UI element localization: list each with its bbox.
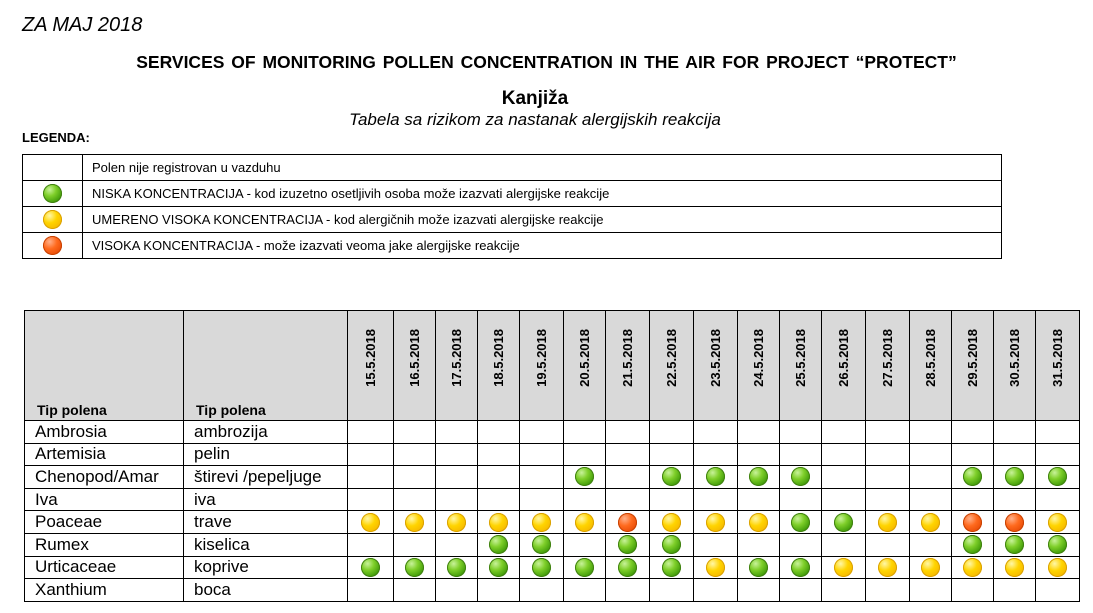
concentration-cell xyxy=(564,533,606,556)
concentration-cell xyxy=(520,556,564,579)
concentration-cell xyxy=(910,466,952,489)
concentration-cell xyxy=(606,466,650,489)
green-dot-icon xyxy=(963,535,982,554)
report-title: SERVICES OF MONITORING POLLEN CONCENTRATION IN THE AIR FOR PROJECT “PROTECT” xyxy=(136,52,957,72)
concentration-cell xyxy=(650,466,694,489)
date-header xyxy=(822,311,866,421)
yellow-dot-icon xyxy=(963,558,982,577)
green-dot-icon xyxy=(532,535,551,554)
pollen-latin-name: Chenopod/Amar xyxy=(25,466,184,489)
concentration-cell xyxy=(348,533,394,556)
concentration-cell xyxy=(866,579,910,602)
concentration-cell xyxy=(394,421,436,444)
concentration-cell xyxy=(822,556,866,579)
yellow-dot-icon xyxy=(447,513,466,532)
date-label: 15.5.2018 xyxy=(363,329,378,387)
concentration-cell xyxy=(1036,533,1080,556)
orange-dot-icon xyxy=(1005,513,1024,532)
legend-text: NISKA KONCENTRACIJA - kod izuzetno osetljivih osoba može izazvati alergijske reakcije xyxy=(83,181,1002,207)
concentration-cell xyxy=(1036,443,1080,466)
concentration-cell xyxy=(822,579,866,602)
date-label: 21.5.2018 xyxy=(620,329,635,387)
legend-text: UMERENO VISOKA KONCENTRACIJA - kod alergičnih može izazvati alergijske reakcije xyxy=(83,207,1002,233)
concentration-cell xyxy=(694,556,738,579)
concentration-cell xyxy=(822,466,866,489)
yellow-dot-icon xyxy=(878,558,897,577)
pollen-local-name: ambrozija xyxy=(184,421,348,444)
concentration-cell xyxy=(478,443,520,466)
green-dot-icon xyxy=(749,558,768,577)
concentration-cell xyxy=(348,421,394,444)
pollen-latin-name: Artemisia xyxy=(25,443,184,466)
pollen-row xyxy=(25,556,1080,579)
concentration-cell xyxy=(348,466,394,489)
yellow-dot-icon xyxy=(662,513,681,532)
concentration-cell xyxy=(606,421,650,444)
yellow-dot-icon xyxy=(834,558,853,577)
concentration-cell xyxy=(694,488,738,511)
date-header xyxy=(348,311,394,421)
concentration-cell xyxy=(436,488,478,511)
green-dot-icon xyxy=(1005,535,1024,554)
concentration-cell xyxy=(866,556,910,579)
date-label: 26.5.2018 xyxy=(836,329,851,387)
date-header xyxy=(952,311,994,421)
concentration-cell xyxy=(994,443,1036,466)
green-dot-icon xyxy=(1048,467,1067,486)
date-label: 25.5.2018 xyxy=(793,329,808,387)
concentration-cell xyxy=(866,443,910,466)
concentration-cell xyxy=(994,421,1036,444)
concentration-cell xyxy=(910,488,952,511)
date-header xyxy=(436,311,478,421)
concentration-cell xyxy=(520,511,564,534)
concentration-cell xyxy=(564,466,606,489)
pollen-local-name: štirevi /pepeljuge xyxy=(184,466,348,489)
column-header-local: Tip polena xyxy=(184,311,348,421)
concentration-cell xyxy=(436,511,478,534)
yellow-dot-icon xyxy=(43,210,62,229)
concentration-cell xyxy=(910,421,952,444)
pollen-latin-name: Rumex xyxy=(25,533,184,556)
pollen-local-name: pelin xyxy=(184,443,348,466)
concentration-cell xyxy=(780,421,822,444)
concentration-cell xyxy=(650,443,694,466)
concentration-cell xyxy=(994,556,1036,579)
concentration-cell xyxy=(394,466,436,489)
concentration-cell xyxy=(994,466,1036,489)
concentration-cell xyxy=(606,488,650,511)
concentration-cell xyxy=(822,443,866,466)
concentration-cell xyxy=(738,488,780,511)
concentration-cell xyxy=(436,579,478,602)
pollen-local-name: trave xyxy=(184,511,348,534)
green-dot-icon xyxy=(489,535,508,554)
concentration-cell xyxy=(952,556,994,579)
green-dot-icon xyxy=(618,558,637,577)
concentration-cell xyxy=(910,533,952,556)
concentration-cell xyxy=(780,443,822,466)
date-label: 28.5.2018 xyxy=(923,329,938,387)
concentration-cell xyxy=(564,421,606,444)
pollen-row xyxy=(25,579,1080,602)
concentration-cell xyxy=(952,579,994,602)
green-dot-icon xyxy=(706,467,725,486)
yellow-dot-icon xyxy=(361,513,380,532)
concentration-cell xyxy=(478,421,520,444)
date-label: 31.5.2018 xyxy=(1050,329,1065,387)
concentration-cell xyxy=(994,488,1036,511)
concentration-cell xyxy=(738,421,780,444)
orange-dot-icon xyxy=(963,513,982,532)
concentration-cell xyxy=(520,443,564,466)
concentration-cell xyxy=(738,556,780,579)
concentration-cell xyxy=(866,466,910,489)
green-dot-icon xyxy=(1005,467,1024,486)
concentration-cell xyxy=(520,579,564,602)
date-label: 18.5.2018 xyxy=(491,329,506,387)
date-label: 24.5.2018 xyxy=(751,329,766,387)
yellow-dot-icon xyxy=(921,558,940,577)
concentration-cell xyxy=(564,511,606,534)
green-dot-icon xyxy=(447,558,466,577)
concentration-cell xyxy=(952,488,994,511)
date-label: 20.5.2018 xyxy=(577,329,592,387)
pollen-row xyxy=(25,421,1080,444)
concentration-cell xyxy=(910,579,952,602)
green-dot-icon xyxy=(662,535,681,554)
date-header xyxy=(738,311,780,421)
green-dot-icon xyxy=(963,467,982,486)
pollen-row xyxy=(25,443,1080,466)
concentration-cell xyxy=(952,511,994,534)
date-header xyxy=(606,311,650,421)
date-label: 22.5.2018 xyxy=(664,329,679,387)
concentration-cell xyxy=(394,579,436,602)
concentration-cell xyxy=(1036,488,1080,511)
concentration-cell xyxy=(478,579,520,602)
concentration-cell xyxy=(564,443,606,466)
concentration-cell xyxy=(1036,556,1080,579)
concentration-cell xyxy=(520,488,564,511)
concentration-cell xyxy=(822,421,866,444)
concentration-cell xyxy=(394,533,436,556)
yellow-dot-icon xyxy=(706,513,725,532)
concentration-cell xyxy=(994,579,1036,602)
concentration-cell xyxy=(822,511,866,534)
concentration-cell xyxy=(348,556,394,579)
orange-dot-icon xyxy=(43,236,62,255)
green-dot-icon xyxy=(791,467,810,486)
concentration-cell xyxy=(866,488,910,511)
concentration-cell xyxy=(994,511,1036,534)
yellow-dot-icon xyxy=(1048,513,1067,532)
legend-row xyxy=(23,155,1002,181)
date-header xyxy=(910,311,952,421)
green-dot-icon xyxy=(405,558,424,577)
concentration-cell xyxy=(650,533,694,556)
legend-heading: LEGENDA: xyxy=(22,130,90,145)
column-header-latin: Tip polena xyxy=(25,311,184,421)
green-dot-icon xyxy=(662,558,681,577)
concentration-cell xyxy=(606,556,650,579)
legend-text: Polen nije registrovan u vazduhu xyxy=(83,155,1002,181)
green-dot-icon xyxy=(43,184,62,203)
legend-table xyxy=(22,154,1002,259)
date-label: 19.5.2018 xyxy=(534,329,549,387)
legend-text: VISOKA KONCENTRACIJA - može izazvati veoma jake alergijske reakcije xyxy=(83,233,1002,259)
report-subtitle: Tabela sa rizikom za nastanak alergijskih reakcija xyxy=(349,110,721,129)
concentration-cell xyxy=(394,511,436,534)
pollen-row xyxy=(25,511,1080,534)
concentration-cell xyxy=(650,421,694,444)
date-label: 23.5.2018 xyxy=(708,329,723,387)
concentration-cell xyxy=(564,579,606,602)
concentration-cell xyxy=(694,443,738,466)
concentration-cell xyxy=(738,511,780,534)
concentration-cell xyxy=(1036,511,1080,534)
concentration-cell xyxy=(780,533,822,556)
concentration-cell xyxy=(606,533,650,556)
concentration-cell xyxy=(694,511,738,534)
concentration-cell xyxy=(822,533,866,556)
yellow-dot-icon xyxy=(532,513,551,532)
concentration-cell xyxy=(478,556,520,579)
legend-row xyxy=(23,233,1002,259)
concentration-cell xyxy=(394,556,436,579)
date-header xyxy=(1036,311,1080,421)
green-dot-icon xyxy=(749,467,768,486)
concentration-cell xyxy=(910,511,952,534)
green-dot-icon xyxy=(361,558,380,577)
concentration-cell xyxy=(694,466,738,489)
date-header xyxy=(650,311,694,421)
pollen-row xyxy=(25,488,1080,511)
pollen-latin-name: Iva xyxy=(25,488,184,511)
yellow-dot-icon xyxy=(489,513,508,532)
pollen-latin-name: Urticaceae xyxy=(25,556,184,579)
yellow-dot-icon xyxy=(1005,558,1024,577)
concentration-cell xyxy=(478,466,520,489)
yellow-dot-icon xyxy=(575,513,594,532)
legend-swatch xyxy=(23,155,83,181)
concentration-cell xyxy=(738,579,780,602)
green-dot-icon xyxy=(662,467,681,486)
green-dot-icon xyxy=(532,558,551,577)
yellow-dot-icon xyxy=(1048,558,1067,577)
concentration-cell xyxy=(694,533,738,556)
concentration-cell xyxy=(394,443,436,466)
green-dot-icon xyxy=(489,558,508,577)
city-name: Kanjiža xyxy=(501,88,569,109)
concentration-cell xyxy=(738,466,780,489)
concentration-cell xyxy=(394,488,436,511)
concentration-cell xyxy=(564,556,606,579)
concentration-cell xyxy=(606,511,650,534)
pollen-latin-name: Xanthium xyxy=(25,579,184,602)
concentration-cell xyxy=(952,533,994,556)
concentration-cell xyxy=(738,533,780,556)
pollen-row xyxy=(25,466,1080,489)
concentration-cell xyxy=(650,488,694,511)
concentration-cell xyxy=(520,421,564,444)
date-header xyxy=(564,311,606,421)
green-dot-icon xyxy=(1048,535,1067,554)
concentration-cell xyxy=(910,443,952,466)
legend-swatch xyxy=(23,207,83,233)
concentration-cell xyxy=(650,556,694,579)
concentration-cell xyxy=(994,533,1036,556)
legend-row xyxy=(23,181,1002,207)
green-dot-icon xyxy=(575,558,594,577)
pollen-local-name: kiselica xyxy=(184,533,348,556)
concentration-cell xyxy=(780,488,822,511)
yellow-dot-icon xyxy=(405,513,424,532)
concentration-cell xyxy=(780,579,822,602)
green-dot-icon xyxy=(791,558,810,577)
concentration-cell xyxy=(606,443,650,466)
concentration-cell xyxy=(780,511,822,534)
concentration-cell xyxy=(866,533,910,556)
date-label: 16.5.2018 xyxy=(407,329,422,387)
concentration-cell xyxy=(348,511,394,534)
green-dot-icon xyxy=(791,513,810,532)
date-header xyxy=(394,311,436,421)
report-month: ZA MAJ 2018 xyxy=(22,14,143,36)
yellow-dot-icon xyxy=(749,513,768,532)
date-label: 29.5.2018 xyxy=(965,329,980,387)
date-header xyxy=(478,311,520,421)
concentration-cell xyxy=(780,556,822,579)
date-header xyxy=(994,311,1036,421)
concentration-cell xyxy=(478,488,520,511)
concentration-cell xyxy=(564,488,606,511)
date-header xyxy=(866,311,910,421)
pollen-local-name: koprive xyxy=(184,556,348,579)
pollen-table xyxy=(24,310,1080,602)
yellow-dot-icon xyxy=(878,513,897,532)
green-dot-icon xyxy=(575,467,594,486)
green-dot-icon xyxy=(618,535,637,554)
concentration-cell xyxy=(436,533,478,556)
date-header xyxy=(520,311,564,421)
concentration-cell xyxy=(436,443,478,466)
concentration-cell xyxy=(520,533,564,556)
date-label: 17.5.2018 xyxy=(449,329,464,387)
concentration-cell xyxy=(694,579,738,602)
concentration-cell xyxy=(1036,579,1080,602)
concentration-cell xyxy=(952,421,994,444)
orange-dot-icon xyxy=(618,513,637,532)
concentration-cell xyxy=(952,466,994,489)
concentration-cell xyxy=(606,579,650,602)
concentration-cell xyxy=(866,511,910,534)
concentration-cell xyxy=(780,466,822,489)
concentration-cell xyxy=(1036,466,1080,489)
date-label: 27.5.2018 xyxy=(880,329,895,387)
legend-swatch xyxy=(23,181,83,207)
concentration-cell xyxy=(650,511,694,534)
concentration-cell xyxy=(738,443,780,466)
concentration-cell xyxy=(348,443,394,466)
pollen-row xyxy=(25,533,1080,556)
concentration-cell xyxy=(436,466,478,489)
pollen-latin-name: Ambrosia xyxy=(25,421,184,444)
green-dot-icon xyxy=(834,513,853,532)
concentration-cell xyxy=(952,443,994,466)
pollen-local-name: iva xyxy=(184,488,348,511)
date-header xyxy=(780,311,822,421)
concentration-cell xyxy=(520,466,564,489)
concentration-cell xyxy=(478,533,520,556)
concentration-cell xyxy=(436,556,478,579)
pollen-latin-name: Poaceae xyxy=(25,511,184,534)
concentration-cell xyxy=(348,579,394,602)
concentration-cell xyxy=(650,579,694,602)
concentration-cell xyxy=(478,511,520,534)
concentration-cell xyxy=(866,421,910,444)
concentration-cell xyxy=(1036,421,1080,444)
yellow-dot-icon xyxy=(706,558,725,577)
yellow-dot-icon xyxy=(921,513,940,532)
date-label: 30.5.2018 xyxy=(1007,329,1022,387)
legend-row xyxy=(23,207,1002,233)
concentration-cell xyxy=(822,488,866,511)
concentration-cell xyxy=(348,488,394,511)
pollen-local-name: boca xyxy=(184,579,348,602)
concentration-cell xyxy=(910,556,952,579)
concentration-cell xyxy=(694,421,738,444)
legend-swatch xyxy=(23,233,83,259)
concentration-cell xyxy=(436,421,478,444)
date-header xyxy=(694,311,738,421)
